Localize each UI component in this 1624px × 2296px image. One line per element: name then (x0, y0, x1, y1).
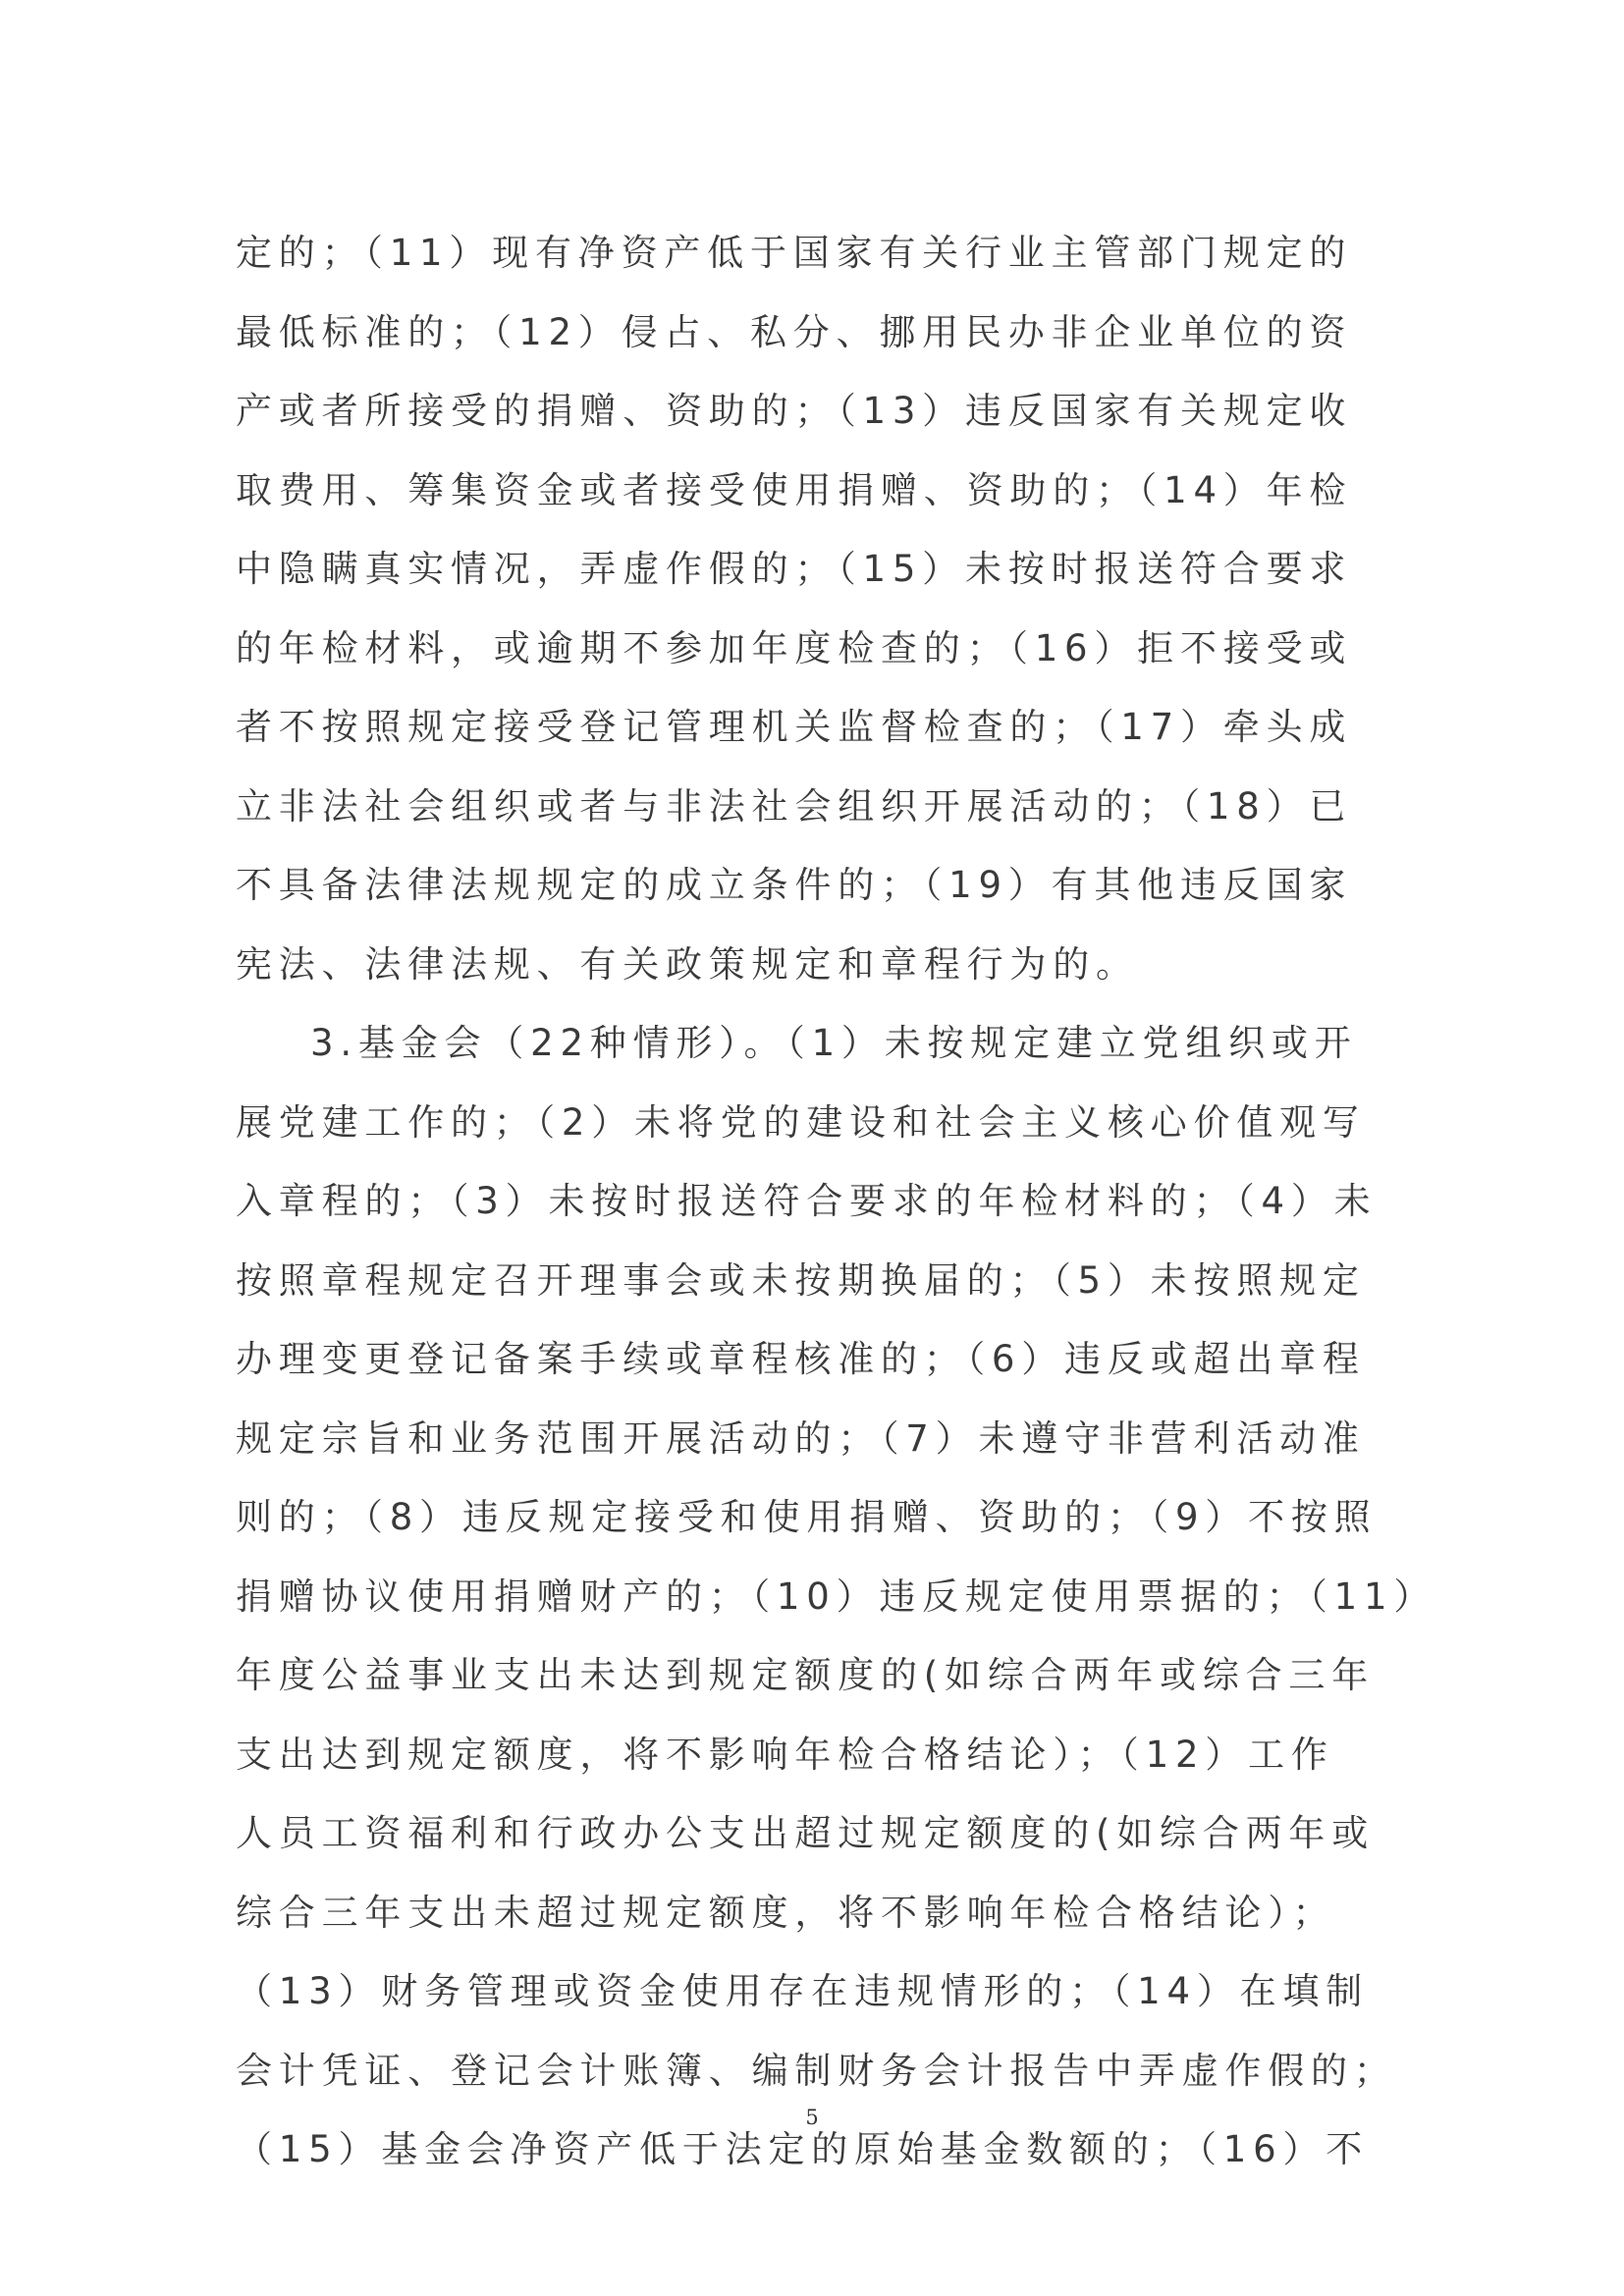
text-line: 按照章程规定召开理事会或未按期换届的；（5）未按照规定 (236, 1258, 1366, 1302)
section-heading-line: 3.基金会（22种情形）。（1）未按规定建立党组织或开 (310, 1022, 1358, 1064)
text-line: 办理变更登记备案手续或章程核准的；（6）违反或超出章程 (236, 1338, 1366, 1380)
text-line: 产或者所接受的捐赠、资助的；（13）违反国家有关规定收 (236, 390, 1353, 432)
text-line: 定的；（11）现有净资产低于国家有关行业主管部门规定的 (236, 232, 1353, 274)
text-line: 的年检材料，或逾期不参加年度检查的；（16）拒不接受或 (236, 626, 1353, 669)
text-line: 展党建工作的；（2）未将党的建设和社会主义核心价值观写 (236, 1100, 1366, 1144)
text-line: 则的；（8）违反规定接受和使用捐赠、资助的；（9）不按照 (236, 1496, 1378, 1538)
text-line: 会计凭证、登记会计账簿、编制财务会计报告中弄虚作假的； (236, 2049, 1397, 2092)
text-line: 不具备法律法规规定的成立条件的；（19）有其他违反国家 (236, 864, 1353, 906)
text-line: 捐赠协议使用捐赠财产的；（10）违反规定使用票据的；（11） (236, 1575, 1437, 1618)
text-line: 入章程的；（3）未按时报送符合要求的年检材料的；（4）未 (236, 1180, 1378, 1222)
text-line: 最低标准的；（12）侵占、私分、挪用民办非企业单位的资 (236, 310, 1353, 353)
text-line: 取费用、筹集资金或者接受使用捐赠、资助的；（14）年检 (236, 468, 1353, 511)
text-line: 人员工资福利和行政办公支出超过规定额度的(如综合两年或 (236, 1812, 1376, 1854)
page-number: 5 (805, 2106, 819, 2129)
text-line: 中隐瞒真实情况，弄虚作假的；（15）未按时报送符合要求 (236, 548, 1353, 590)
text-line: （15）基金会净资产低于法定的原始基金数额的；（16）不 (236, 2128, 1370, 2170)
text-line: 规定宗旨和业务范围开展活动的；（7）未遵守非营利活动准 (236, 1416, 1366, 1460)
text-line: 年度公益事业支出未达到规定额度的(如综合两年或综合三年 (236, 1654, 1376, 1696)
text-line: 立非法社会组织或者与非法社会组织开展活动的；（18）已 (236, 784, 1353, 828)
text-line: 宪法、法律法规、有关政策规定和章程行为的。 (236, 942, 1139, 986)
text-line: （13）财务管理或资金使用存在违规情形的；（14）在填制 (236, 1970, 1370, 2012)
text-line: 者不按照规定接受登记管理机关监督检查的；（17）牵头成 (236, 706, 1353, 748)
text-line: 支出达到规定额度，将不影响年检合格结论）；（12）工作 (236, 1733, 1334, 1776)
text-line: 综合三年支出未超过规定额度，将不影响年检合格结论）； (236, 1891, 1336, 1934)
body-text (236, 214, 1437, 2190)
